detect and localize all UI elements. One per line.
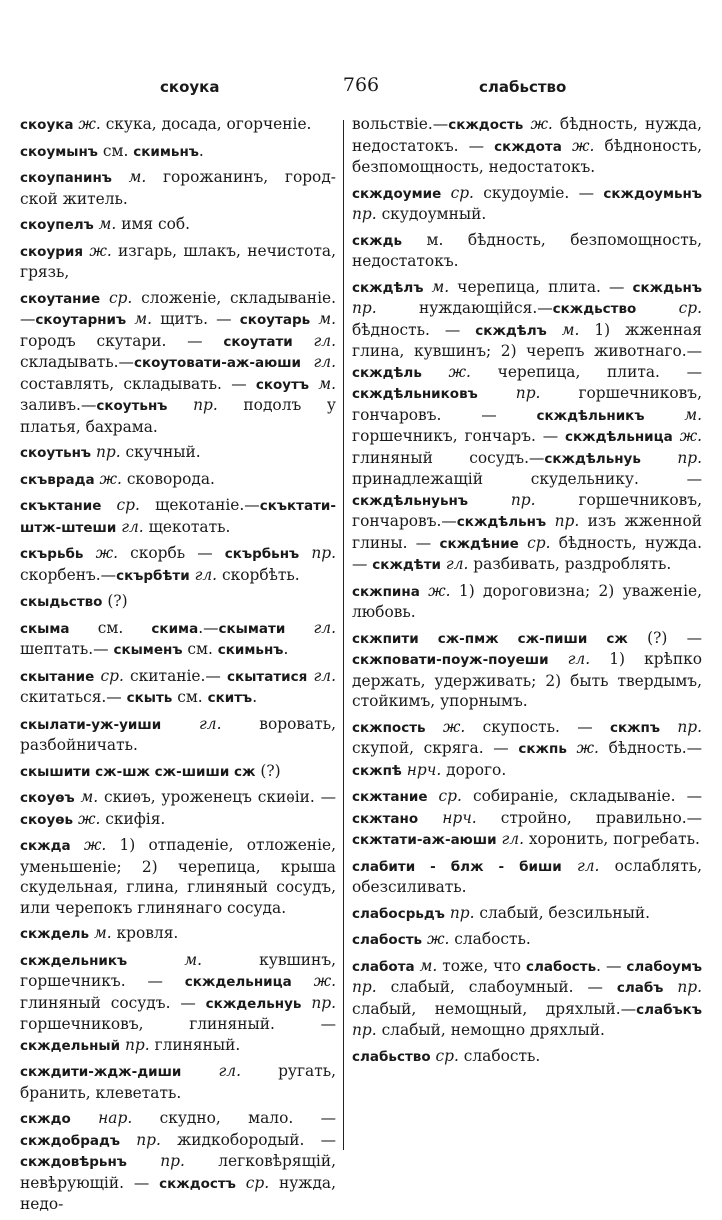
entry-grammar-label: гл. (548, 650, 591, 668)
entry-definition: хоронить, погребать. (523, 830, 700, 848)
entry-headword: слабота (352, 958, 415, 975)
entry-grammar-label: нар. (70, 1109, 133, 1127)
entry-definition: ослаблять, обезсиливать. (352, 856, 702, 896)
entry-related-word: скждѣльниковъ (352, 386, 478, 402)
entry-grammar-label: м. (89, 924, 112, 942)
entry-definition: скупость. — (465, 717, 610, 736)
entry-grammar-label: ж. (566, 739, 599, 757)
dictionary-entry (352, 581, 702, 623)
entry-grammar-label: ж. (70, 836, 107, 854)
entry-grammar-label: пр. (352, 1021, 377, 1039)
entry-grammar-label: пр. (120, 1035, 150, 1054)
entry-headword: скждельникъ (20, 952, 128, 969)
dictionary-entry (352, 903, 702, 925)
entry-related-word: скоуѳь (20, 811, 74, 828)
entry-grammar-label: гл. (181, 1062, 241, 1080)
dictionary-entry (352, 230, 702, 272)
entry-definition: горожанинъ, город-ской житель. (20, 168, 337, 208)
entry-definition: кровля. (111, 924, 179, 942)
entry-related-word: скждоумьнъ (603, 185, 702, 202)
entry-definition: скитаться.— (20, 688, 127, 706)
entry-grammar-label: м. (546, 320, 580, 339)
entry-related-word: скждѣльникъ (536, 407, 645, 424)
entry-definition: 1) дороговизна; 2) уваженіе, любовь. (352, 581, 702, 621)
entry-related-word: скждельный (20, 1037, 121, 1054)
entry-related-word: скждьство (552, 301, 637, 317)
entry-definition: нужда, недо- (20, 1173, 336, 1213)
entry-grammar-label: м. (310, 310, 337, 328)
entry-grammar-label: гл. (116, 517, 144, 536)
entry-definition: см. (69, 618, 152, 637)
entry-definition: слабый, немощный, дряхлый.— (352, 999, 637, 1018)
entry-headword: скжпина (352, 583, 420, 600)
entry-headword: слабьство (352, 1048, 431, 1065)
entry-grammar-label: пр. (352, 299, 377, 317)
entry-grammar-label: ср. (94, 666, 124, 685)
entry-headword: скжпость (352, 719, 426, 736)
entry-headword: скъврада (20, 471, 95, 488)
entry-grammar-label: пр. (546, 512, 580, 530)
dictionary-entry (20, 761, 336, 783)
entry-related-word: скимьнъ (133, 143, 199, 160)
entry-grammar-label: м. (309, 374, 336, 393)
entry-definition: скиѳъ, уроженецъ скиѳіи. — (98, 788, 336, 806)
entry-definition: бѣдноность, безпомощность, недостатокъ. (352, 136, 702, 176)
entry-related-word: скърбѣти (116, 567, 190, 584)
entry-headword: скжпити сж-пмж сж-пиши сж (352, 630, 628, 647)
entry-headword: скждѣлъ (352, 279, 424, 296)
entry-definition: скука, досада, огорченіе. (100, 115, 312, 133)
entry-definition: скорбь — (118, 544, 225, 562)
entry-grammar-label: пр. (444, 903, 475, 922)
entry-grammar-label: м. (414, 956, 438, 975)
entry-grammar-label: ср. (518, 533, 551, 552)
entry-definition: щекотаніе.— (139, 496, 260, 514)
dictionary-entry (20, 241, 336, 283)
entry-grammar-label: ж. (94, 469, 122, 488)
entry-definition: ругать, бранить, клеветать. (20, 1062, 336, 1102)
entry-grammar-label: гл. (441, 555, 469, 573)
entry-grammar-label: ж. (291, 972, 336, 990)
entry-grammar-label: пр. (352, 978, 377, 996)
entry-definition: см. (97, 141, 134, 160)
left-column (20, 114, 336, 1220)
entry-related-word: скымати (218, 620, 286, 637)
entry-definition: слабый, слабоумный. — (376, 978, 617, 996)
dictionary-entry (20, 469, 336, 491)
entry-definition: . (283, 640, 289, 658)
entry-grammar-label: пр. (468, 490, 536, 509)
dictionary-entry (20, 214, 336, 236)
entry-definition: складывать.— (20, 353, 134, 371)
page-number: 766 (342, 74, 380, 96)
entry-related-word: слабъ (616, 980, 664, 996)
entry-definition: нуждающійся.— (376, 299, 553, 317)
entry-related-word: скоутати (223, 333, 293, 350)
entry-grammar-label: ж. (83, 544, 118, 562)
entry-definition: 1) крѣпко держать, удерживать; 2) быть твердымъ, стойкимъ, упорнымъ. (352, 650, 702, 710)
entry-definition: вольствіе.— (352, 115, 449, 133)
entry-definition: бѣдность, нужда. — (352, 533, 702, 573)
entry-related-word: скоутарниъ (35, 312, 127, 328)
entry-definition: скорбѣть. (217, 565, 300, 584)
entry-related-word: скжповати-поуж-поуеши (352, 652, 549, 668)
entry-grammar-label: пр. (301, 993, 336, 1012)
entry-definition: слабый, безсильный. (474, 903, 650, 922)
entry-related-word: скждобрадъ (20, 1132, 121, 1149)
entry-headword: скждити-ждж-диши (20, 1064, 182, 1080)
page-header (0, 74, 722, 104)
entry-related-word: скимьнъ (217, 642, 284, 658)
entry-related-word: скждѣти (372, 557, 442, 573)
entry-grammar-label: м. (126, 310, 153, 328)
dictionary-entry (20, 442, 336, 464)
entry-definition: черепица, плита. — (449, 277, 633, 296)
entry-related-word: скждѣльнуь (544, 450, 641, 467)
entry-grammar-label: м. (74, 788, 99, 806)
entry-grammar-label: м. (111, 168, 147, 186)
dictionary-entry (352, 114, 702, 178)
entry-grammar-label: ж. (561, 136, 595, 155)
entry-headword: слабосрьдъ (352, 905, 445, 922)
entry-headword: слабити - блж - биши (352, 858, 562, 875)
entry-definition: жидкобородый. — (160, 1130, 336, 1149)
entry-headword: скоумынъ (20, 143, 98, 160)
right-column (352, 114, 702, 1072)
entry-headword: скытание (20, 668, 95, 685)
entry-related-word: слабъкъ (636, 1001, 702, 1018)
dictionary-entry (20, 495, 336, 538)
entry-grammar-label: пр. (167, 396, 218, 414)
entry-headword: скърьбь (20, 546, 84, 562)
entry-definition: скудоумный. (376, 205, 487, 223)
entry-definition: горшечниковъ, глиняный. — (20, 1015, 336, 1033)
entry-definition: 1) жженная глина, кувшинъ; 2) черепъ животнаго.— (352, 320, 702, 360)
entry-headword: скждь (352, 232, 403, 249)
entry-headword: скжда (20, 838, 71, 854)
entry-grammar-label: ж. (672, 427, 702, 445)
entry-related-word: скжпь (518, 741, 567, 757)
entry-definition: разбивать, раздроблять. (468, 555, 672, 573)
entry-grammar-label: ср. (101, 496, 140, 514)
dictionary-entry (20, 923, 336, 945)
entry-grammar-label: ж. (73, 809, 101, 828)
entry-definition: .— (198, 618, 219, 637)
entry-related-word: скима (151, 620, 199, 637)
entry-definition: скифія. (100, 809, 166, 828)
entry-grammar-label: гл. (496, 830, 524, 848)
entry-definition: составлять, складывать. — (20, 374, 256, 393)
dictionary-entry (20, 1108, 336, 1215)
entry-related-word: слабоумъ (626, 958, 703, 975)
dictionary-entry (20, 591, 336, 613)
entry-definition: слабость. (458, 1046, 541, 1065)
entry-grammar-label: м. (93, 215, 117, 233)
entry-grammar-label: гл. (561, 856, 600, 875)
dictionary-entry (20, 141, 336, 163)
entry-definition: имя соб. (116, 215, 191, 233)
entry-headword: скоутьнъ (20, 445, 92, 461)
entry-grammar-label: гл. (292, 331, 336, 350)
entry-related-word: скждѣние (439, 535, 519, 552)
entry-related-word: скытатися (227, 668, 308, 685)
entry-definition: . (252, 688, 258, 706)
entry-definition: принадлежащій скудельнику. — (352, 470, 702, 488)
dictionary-entry (20, 950, 336, 1057)
entry-grammar-label: ж. (422, 930, 450, 948)
entry-definition: слабость. (449, 930, 531, 948)
entry-definition: сложеніе, складываніе. — (20, 288, 336, 328)
entry-grammar-label: ж. (421, 362, 471, 381)
entry-grammar-label: ср. (430, 1046, 459, 1065)
entry-grammar-label: ж. (419, 581, 451, 600)
entry-grammar-label: пр. (299, 544, 336, 562)
entry-related-word: скждельнуь (205, 995, 302, 1012)
entry-grammar-label: ж. (73, 115, 101, 133)
entry-headword: скждель (20, 926, 90, 942)
entry-definition: . (198, 141, 204, 160)
entry-related-word: скжтано (352, 810, 419, 827)
entry-related-word: скыть (126, 690, 173, 706)
entry-grammar-label: гл. (161, 714, 222, 733)
entry-definition: воровать, разбойничать. (20, 714, 336, 754)
entry-related-word: скоутарь (239, 312, 311, 328)
entry-definition: бѣдность. — (352, 320, 476, 339)
entry-definition: подолъ у платья, бахрама. (20, 396, 336, 436)
dictionary-entry (20, 288, 336, 438)
entry-grammar-label: пр. (477, 384, 541, 402)
entry-related-word: скждьнъ (632, 279, 703, 296)
dictionary-entry (352, 1046, 702, 1068)
entry-definition: см. (182, 640, 218, 658)
header-left-word: скоука (160, 78, 220, 96)
dictionary-entry (352, 956, 702, 1041)
dictionary-entry (352, 786, 702, 851)
entry-definition: скорбенъ.— (20, 565, 117, 584)
entry-headword: скоутание (20, 290, 101, 307)
dictionary-entry (352, 929, 702, 951)
entry-grammar-label: м. (127, 950, 202, 969)
entry-grammar-label: ср. (636, 299, 702, 317)
entry-related-word: скоутьнъ (96, 398, 168, 414)
entry-related-word: скждѣлъ (475, 322, 547, 339)
entry-definition: сковорода. (121, 469, 215, 488)
entry-grammar-label: гл. (189, 565, 218, 584)
entry-headword: скъктание (20, 498, 102, 514)
entry-headword: скоупелъ (20, 217, 94, 233)
entry-definition: изгарь, шлакъ, нечистота, грязь, (20, 241, 337, 281)
entry-related-word: скждѣльнъ (456, 514, 547, 530)
entry-related-word: скжпъ (609, 719, 661, 736)
entry-definition: скупой, скряга. — (352, 739, 519, 757)
entry-grammar-label: гл. (285, 618, 336, 637)
entry-grammar-label: пр. (91, 443, 121, 461)
entry-headword: скышити сж-шж сж-шиши сж (20, 763, 256, 780)
entry-grammar-label: нрч. (418, 808, 477, 827)
entry-definition: м. бѣдность, безпомощность, недостатокъ. (352, 230, 702, 270)
dictionary-entry (352, 856, 702, 898)
entry-related-word: скждота (494, 138, 562, 155)
entry-headword: слабость (352, 932, 423, 948)
entry-grammar-label: гл. (301, 353, 336, 371)
entry-grammar-label: гл. (307, 666, 336, 685)
entry-headword: скоупанинъ (20, 170, 112, 186)
entry-grammar-label: пр. (126, 1152, 185, 1170)
dictionary-entry (20, 543, 336, 586)
entry-definition: горшечниковъ, гончаровъ.— (352, 490, 702, 530)
entry-grammar-label: пр. (663, 978, 702, 996)
entry-grammar-label: м. (423, 277, 450, 296)
entry-definition: дорого. (441, 760, 507, 779)
entry-grammar-label: ср. (235, 1173, 270, 1192)
entry-definition: скучный. (120, 443, 201, 461)
entry-related-word: скоутъ (255, 376, 310, 393)
dictionary-entry (20, 114, 336, 136)
entry-related-word: слабость (526, 958, 597, 975)
entry-related-word: скжтати-аж-аюши (352, 832, 497, 848)
entry-definition: глиняный сосудъ. — (20, 993, 206, 1012)
entry-related-word: скоутовати-аж-аюши (133, 355, 301, 371)
dictionary-entry (20, 1061, 336, 1103)
entry-headword: скоука (20, 117, 74, 133)
entry-headword: скждо (20, 1111, 71, 1127)
entry-grammar-label: ж. (83, 241, 112, 260)
entry-grammar-label: пр. (352, 205, 377, 223)
dictionary-entry (352, 183, 702, 225)
entry-grammar-label: пр. (660, 717, 703, 736)
column-divider (343, 120, 344, 1150)
entry-related-word: скждовѣрьнъ (20, 1154, 127, 1170)
entry-definition: бѣдность.— (598, 739, 702, 757)
dictionary-entry (20, 666, 336, 709)
entry-definition: (?) (102, 592, 128, 610)
entry-definition: скудоуміе. — (473, 183, 604, 202)
entry-grammar-label: пр. (640, 448, 702, 467)
entry-related-word: скитъ (207, 690, 253, 706)
entry-related-word: скждость (448, 117, 524, 133)
header-right-word: слабьство (479, 78, 567, 96)
entry-related-word: скждельница (184, 974, 292, 990)
entry-definition: тоже, что (437, 956, 527, 975)
entry-definition: стройно, правильно.— (476, 808, 702, 827)
entry-grammar-label: ж. (523, 115, 553, 133)
dictionary-entry (352, 628, 702, 712)
entry-grammar-label: ср. (441, 183, 474, 202)
entry-related-word: скждѣльница (565, 429, 673, 445)
entry-definition: . — (596, 956, 627, 975)
entry-grammar-label: м. (644, 405, 702, 424)
entry-definition: см. (172, 688, 208, 706)
entry-headword: скыдьство (20, 594, 103, 610)
entry-definition: слабый, немощно дряхлый. (376, 1021, 605, 1039)
entry-definition: городъ скутари. — (20, 331, 224, 350)
entry-headword: скоуѳъ (20, 790, 75, 806)
dictionary-entry (352, 277, 702, 576)
entry-definition: заливъ.— (20, 396, 97, 414)
dictionary-entry (20, 787, 336, 830)
entry-definition: щекотать. (143, 517, 231, 536)
entry-headword: скоурия (20, 243, 84, 260)
entry-grammar-label: ж. (425, 717, 466, 736)
entry-related-word: скждостъ (159, 1175, 236, 1192)
dictionary-entry (20, 835, 336, 918)
entry-headword: скжтание (352, 789, 428, 805)
entry-grammar-label: ср. (100, 288, 133, 307)
entry-headword: скыма (20, 620, 70, 637)
entry-grammar-label: нрч. (401, 760, 442, 779)
entry-grammar-label: пр. (120, 1130, 161, 1149)
dictionary-entry (20, 167, 336, 209)
entry-definition: кувшинъ, горшечникъ. — (20, 950, 336, 990)
entry-related-word: скыменъ (113, 642, 183, 658)
entry-definition: горшечниковъ, гончаровъ. — (352, 384, 702, 424)
entry-grammar-label: ср. (427, 787, 462, 805)
dictionary-entry (20, 618, 336, 661)
entry-headword: скылати-уж-уиши (20, 716, 162, 733)
entry-definition: изъ жженной глины. — (352, 512, 702, 552)
entry-definition: скитаніе.— (123, 666, 228, 685)
entry-definition: 1) отпаденіе, отложеніе, уменьшеніе; 2) черепица, крыша скудельная, глина, глиняный сосудъ, или черепокъ глинянаго сосуда. (20, 836, 336, 917)
entry-definition: скудно, мало. — (132, 1109, 336, 1127)
entry-definition: щитъ. — (152, 310, 240, 328)
entry-related-word: скжпѣ (352, 762, 402, 779)
entry-related-word: скъктати-штж-штеши (20, 498, 336, 536)
dictionary-entry (352, 717, 702, 782)
entry-definition: глиняный сосудъ.— (352, 448, 545, 467)
entry-related-word: скждѣль (352, 364, 422, 381)
entry-definition: собираніе, складываніе. — (461, 787, 702, 805)
entry-definition: глиняный. (149, 1035, 241, 1054)
entry-definition: (?) — (627, 628, 703, 647)
entry-related-word: скждѣльнуьнъ (352, 492, 468, 509)
entry-headword: скждоумие (352, 185, 442, 202)
entry-definition: горшечникъ, гончаръ. — (352, 427, 565, 445)
entry-related-word: скърбьнъ (224, 546, 300, 562)
dictionary-entry (20, 714, 336, 756)
entry-definition: (?) (255, 761, 281, 780)
entry-definition: шептать.— (20, 640, 114, 658)
entry-definition: легковѣрящій, невѣрующій. — (20, 1152, 336, 1192)
entry-definition: черепица, плита. — (470, 362, 702, 381)
entry-definition: бѣдность, нужда, недостатокъ. — (352, 115, 702, 155)
